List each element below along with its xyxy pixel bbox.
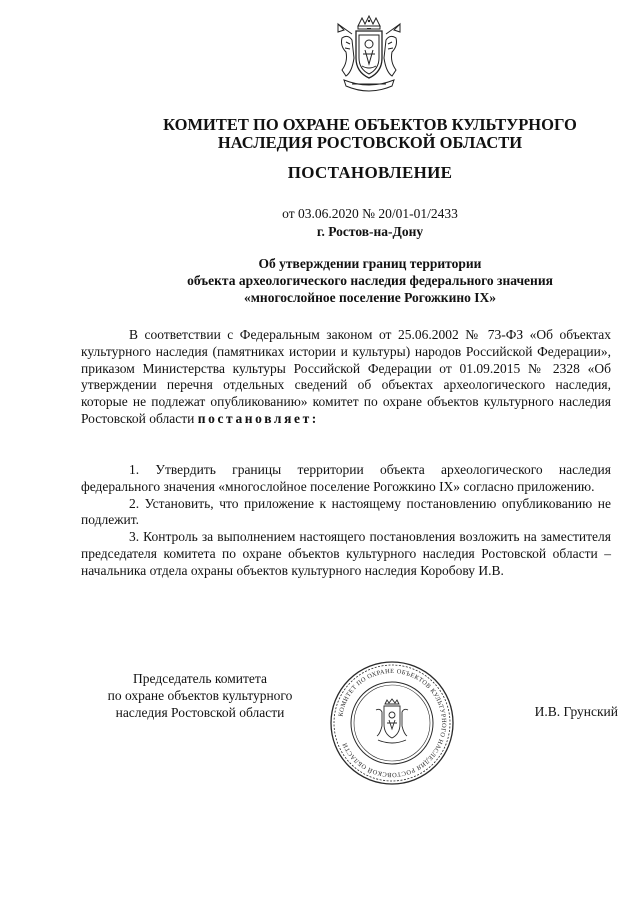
organization-title-line-2: НАСЛЕДИЯ РОСТОВСКОЙ ОБЛАСТИ: [217, 133, 523, 152]
document-type: ПОСТАНОВЛЕНИЕ: [287, 163, 453, 182]
document-subject: [130, 255, 610, 306]
signatory-position: [85, 670, 315, 721]
coat-of-arms-icon: [334, 14, 404, 98]
organization-title-line-1: КОМИТЕТ ПО ОХРАНЕ ОБЪЕКТОВ КУЛЬТУРНОГО: [163, 115, 577, 134]
preamble-text: В соответствии с Федеральным законом от 25.06.2002 № 73-ФЗ «Об объектах культурного наследия (памятниках истории и культуры) народов Российской Федерации», приказом Министерства культуры Российской Федерации от 01.09.2015 № 2328 «Об утверждении перечня отдельных сведений об объектах археологического наследия, которые не подлежат опубликованию» комитет по охране объектов культурного наследия Ростовской области: [81, 327, 611, 426]
resolution-item-2: 2. Установить, что приложение к настоящему постановлению опубликованию не подлежит.: [81, 495, 611, 528]
subject-line-2: объекта археологического наследия федерального значения: [187, 273, 553, 288]
resolution-items: [81, 462, 611, 580]
signatory-name: И.В. Грунский: [534, 704, 618, 719]
document-date-number: от 03.06.2020 № 20/01-01/2433: [282, 206, 458, 221]
organization-title: [130, 116, 610, 152]
signatory-position-line-3: наследия Ростовской области: [115, 705, 285, 720]
preamble-paragraph: [81, 327, 611, 428]
signatory-position-line-2: по охране объектов культурного: [107, 688, 293, 703]
svg-text:КОМИТЕТ ПО ОХРАНЕ ОБЪЕКТОВ КУЛ: КОМИТЕТ ПО ОХРАНЕ ОБЪЕКТОВ КУЛЬТУРНОГО НАСЛЕДИЯ РОСТОВСКОЙ ОБЛАСТИ: [337, 667, 448, 779]
signatory-position-line-1: Председатель комитета: [133, 671, 267, 686]
subject-line-3: «многослойное поселение Рогожкино IX»: [243, 290, 497, 305]
subject-line-1: Об утверждении границ территории: [258, 256, 482, 271]
document-city: г. Ростов-на-Дону: [316, 224, 424, 239]
official-seal-icon: [329, 660, 455, 786]
resolution-item-3: 3. Контроль за выполнением настоящего постановления возложить на заместителя председателя комитета по охране объектов культурного наследия Ростовской области – начальника отдела охраны объектов культурного наследия Коробову И.В.: [81, 529, 611, 578]
decree-word: постановляет:: [197, 410, 319, 426]
resolution-item-1: 1. Утвердить границы территории объекта археологического наследия федерального значения «многослойное поселение Рогожкино IX» согласно приложению.: [81, 462, 611, 494]
